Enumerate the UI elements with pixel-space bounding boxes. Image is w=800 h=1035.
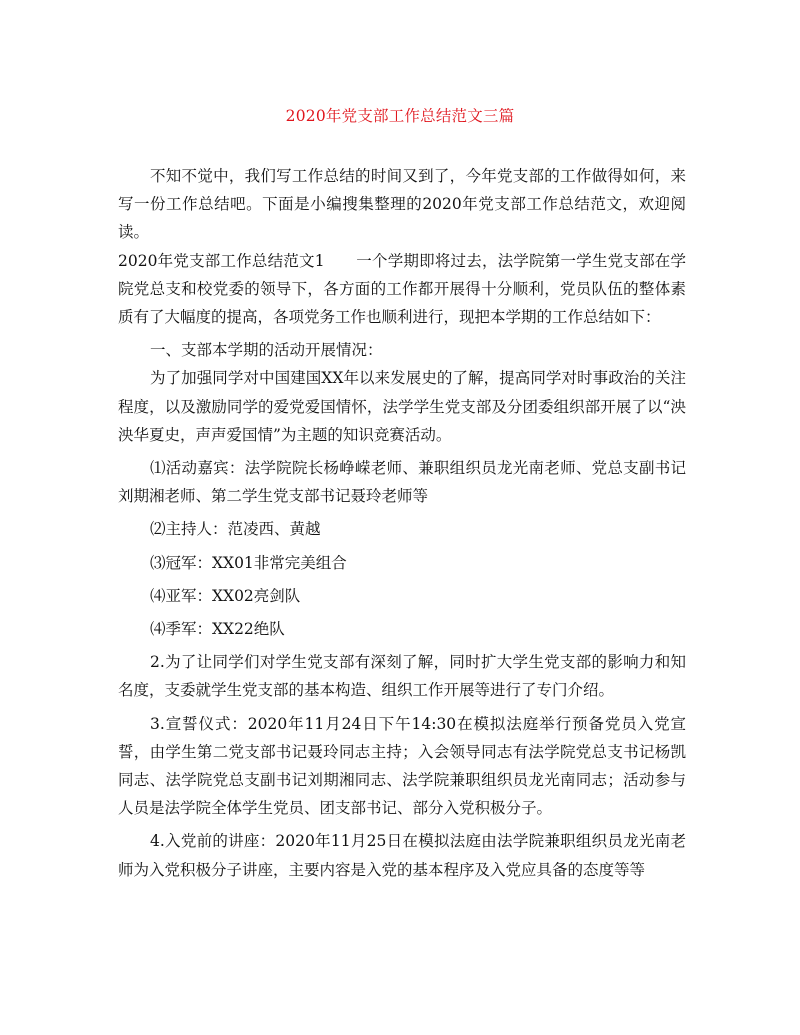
list-item-hosts: ⑵主持人：范凌西、黄越	[150, 520, 321, 539]
section-heading: 一、支部本学期的活动开展情况：	[150, 341, 383, 360]
sample-1-paragraph: 2020年党支部工作总结范文1 一个学期即将过去，法学院第一学生党支部在学院党总支和校党委的领导下，各方面的工作都开展得十分顺利，党员队伍的整体素质有了大幅度的提高，各项党务工作也顺利进行，现把本学期的工作总结如下：	[118, 251, 686, 327]
list-item-third-place: ⑷季军：XX22绝队	[150, 620, 285, 639]
list-item-runner-up: ⑷亚军：XX02亮剑队	[150, 586, 301, 605]
list-item-guests: ⑴活动嘉宾：法学院院长杨峥嵘老师、兼职组织员龙光南老师、党总支副书记刘期湘老师、第二学生党支部书记聂玲老师等	[118, 459, 686, 506]
intro-paragraph: 不知不觉中，我们写工作总结的时间又到了，今年党支部的工作做得如何，来写一份工作总结吧。下面是小编搜集整理的2020年党支部工作总结范文，欢迎阅读。	[118, 167, 686, 242]
document-body	[118, 162, 686, 884]
item-2-paragraph: 2.为了让同学们对学生党支部有深刻了解，同时扩大学生党支部的影响力和知名度，支委就学生党支部的基本构造、组织工作开展等进行了专门介绍。	[118, 653, 686, 700]
list-item-champion: ⑶冠军：XX01非常完美组合	[150, 553, 347, 572]
item-3-paragraph: 3.宣誓仪式：2020年11月24日下午14:30在模拟法庭举行预备党员入党宣誓，由学生第二党支部书记聂玲同志主持；入会领导同志有法学院党总支书记杨凯同志、法学院党总支副书记刘期湘同志、法学院兼职组织员龙光南同志；活动参与人员是法学院全体学生党员、团支部书记、部分入党积极分子。	[118, 714, 686, 818]
activity-paragraph: 为了加强同学对中国建国XX年以来发展史的了解，提高同学对时事政治的关注程度，以及激励同学的爱党爱国情怀，法学学生党支部及分团委组织部开展了以“泱泱华夏史，声声爱国情”为主题的知识竞赛活动。	[118, 369, 686, 444]
document-title: 2020年党支部工作总结范文三篇	[285, 107, 515, 125]
item-4-paragraph: 4.入党前的讲座：2020年11月25日在模拟法庭由法学院兼职组织员龙光南老师为入党积极分子讲座，主要内容是入党的基本程序及入党应具备的态度等等	[118, 832, 686, 879]
